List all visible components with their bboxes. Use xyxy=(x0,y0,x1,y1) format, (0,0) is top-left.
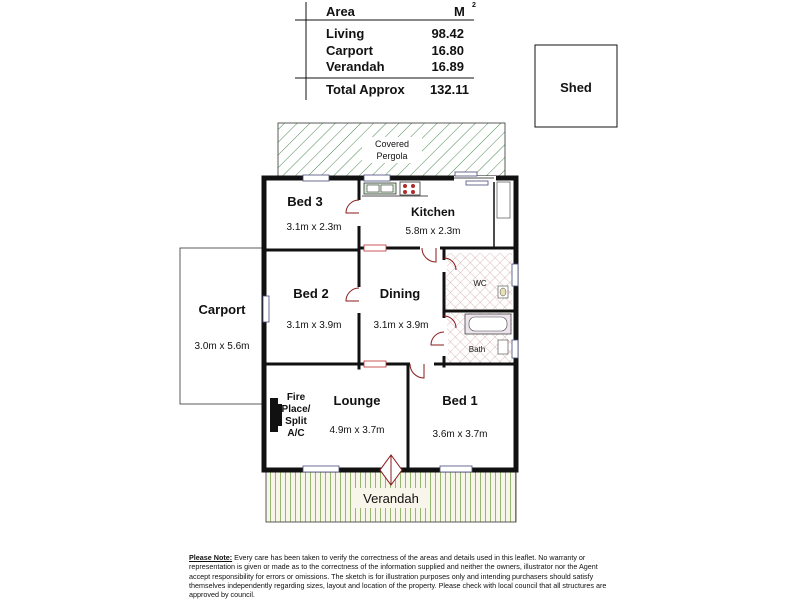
table-row-value: 16.80 xyxy=(431,43,464,58)
fireplace-icon xyxy=(270,398,282,432)
table-total-value: 132.11 xyxy=(429,82,469,97)
fireplace-label-line2: Place/ xyxy=(281,404,311,415)
area-table xyxy=(295,2,476,100)
disclaimer-text: Every care has been taken to verify the correctness of the areas and details used in this leaflet. No warranty or representation is given or made as to the correctness of the information supplied and neither the owners, illustrator nor the Agent accept responsibility for errors or omissions. The sketch is for illustration purposes only and intending purchasers should satisfy themselves independently regarding sizes, layout and location of the property. Please check with local council that all structures are approved by council. xyxy=(189,553,607,600)
wc-label: WC xyxy=(473,279,487,288)
bed2-size: 3.1m x 3.9m xyxy=(286,320,342,331)
window xyxy=(263,296,269,322)
dining-label: Dining xyxy=(379,286,421,301)
servery xyxy=(364,361,386,367)
kitchen-label: Kitchen xyxy=(410,205,456,219)
covered-pergola xyxy=(278,123,505,177)
table-row-value: 98.42 xyxy=(431,26,464,41)
servery xyxy=(364,245,386,251)
dining-size: 3.1m x 3.9m xyxy=(373,320,429,331)
disclaimer xyxy=(189,553,609,599)
carport xyxy=(180,248,266,404)
pantry xyxy=(497,182,510,218)
cooktop-icon xyxy=(400,182,420,195)
shed-label: Shed xyxy=(560,80,592,95)
lounge-label: Lounge xyxy=(333,393,381,408)
fireplace-label-line4: A/C xyxy=(287,428,305,439)
pergola-label-line2: Pergola xyxy=(376,151,408,161)
carport-size: 3.0m x 5.6m xyxy=(194,341,250,352)
bed3-label: Bed 3 xyxy=(287,194,323,209)
vanity-icon xyxy=(498,340,508,354)
lounge-size: 4.9m x 3.7m xyxy=(329,425,385,436)
bed1-size: 3.6m x 3.7m xyxy=(432,429,488,440)
shed xyxy=(535,45,617,127)
table-total-label: Total Approx xyxy=(326,82,405,97)
table-header-label: Area xyxy=(326,4,355,19)
bed3-size: 3.1m x 2.3m xyxy=(286,222,342,233)
fireplace-label-line3: Split xyxy=(285,416,307,427)
bath-label: Bath xyxy=(468,345,486,354)
bed2-label: Bed 2 xyxy=(293,286,329,301)
kitchen-size: 5.8m x 2.3m xyxy=(405,226,461,237)
window xyxy=(364,175,390,181)
window xyxy=(512,340,518,358)
window xyxy=(440,466,472,472)
table-row-label: Living xyxy=(326,26,365,41)
bed1-label: Bed 1 xyxy=(442,393,478,408)
table-row-label: Verandah xyxy=(326,59,385,74)
window xyxy=(303,175,329,181)
table-header-unit-sup: 2 xyxy=(472,2,476,9)
verandah-label: Verandah xyxy=(363,491,419,506)
table-row-label: Carport xyxy=(326,43,373,58)
window xyxy=(512,264,518,286)
fireplace-label-line1: Fire xyxy=(286,392,306,403)
disclaimer-heading: Please Note: xyxy=(189,553,233,562)
table-header-unit: M xyxy=(454,4,465,19)
table-row-value: 16.89 xyxy=(431,59,464,74)
window xyxy=(303,466,339,472)
pergola-label-line1: Covered xyxy=(374,139,410,149)
carport-label: Carport xyxy=(198,302,246,317)
